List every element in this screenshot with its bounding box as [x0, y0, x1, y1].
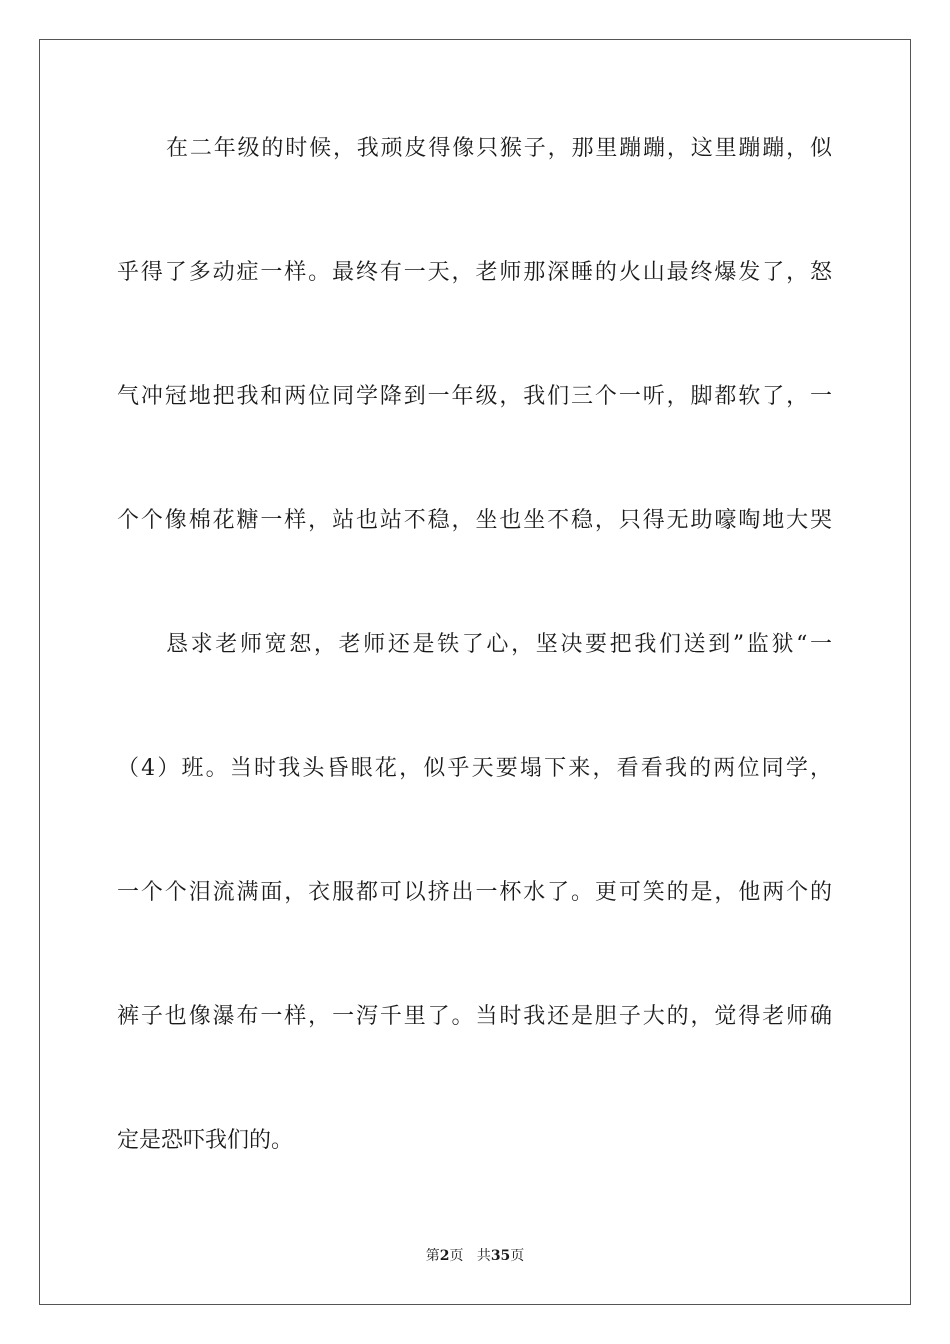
footer-total-suffix: 页 [510, 1248, 525, 1264]
page-frame [39, 39, 911, 1305]
text-line: 在二年级的时候，我顽皮得像只猴子，那里蹦蹦，这里蹦蹦，似 [166, 136, 832, 161]
footer-page-suffix: 页 [449, 1248, 464, 1264]
footer-page-prefix: 第 [425, 1248, 440, 1264]
text-line: 裤子也像瀑布一样，一泻千里了。当时我还是胆子大的，觉得老师确 [117, 1004, 832, 1029]
footer-total-prefix: 共 [476, 1248, 491, 1264]
page-footer [0, 1246, 950, 1266]
footer-total-pages: 35 [490, 1248, 511, 1264]
text-line: （4）班。当时我头昏眼花，似乎天要塌下来，看看我的两位同学， [117, 756, 832, 781]
text-line: 定是恐吓我们的。 [117, 1128, 294, 1153]
text-line: 个个像棉花糖一样，站也站不稳，坐也坐不稳，只得无助嚎啕地大哭 [117, 508, 832, 533]
text-line: 乎得了多动症一样。最终有一天，老师那深睡的火山最终爆发了，怒 [117, 260, 832, 285]
text-line: 一个个泪流满面，衣服都可以挤出一杯水了。更可笑的是，他两个的 [117, 880, 832, 905]
text-line: 气冲冠地把我和两位同学降到一年级，我们三个一听，脚都软了，一 [117, 384, 832, 409]
text-line: 恳求老师宽恕，老师还是铁了心，坚决要把我们送到”监狱“一 [166, 632, 832, 657]
footer-page-number: 2 [439, 1248, 450, 1264]
